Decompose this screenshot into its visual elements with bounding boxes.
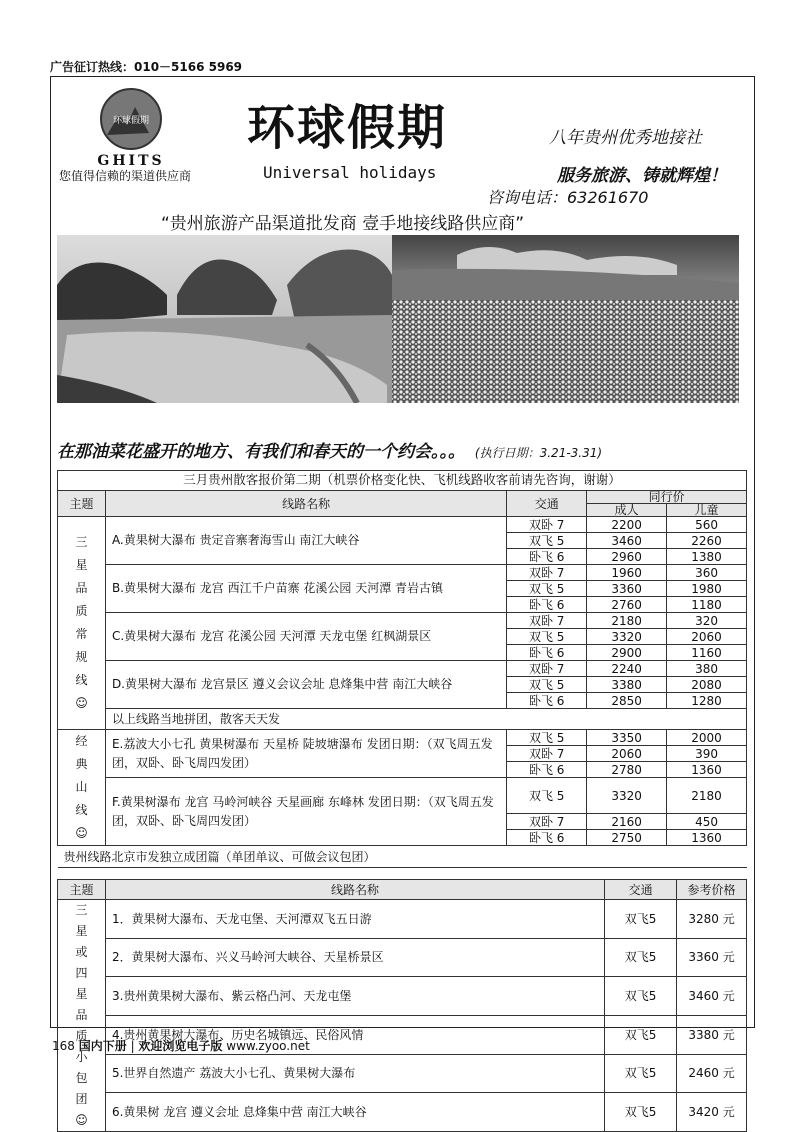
child-price: 1280 (667, 693, 747, 709)
adult-price: 3320 (587, 629, 667, 645)
adult-price: 2760 (587, 597, 667, 613)
adult-price: 2200 (587, 517, 667, 533)
logo-text: GHITS (97, 153, 165, 169)
table-row (58, 565, 747, 581)
brand-title: 环球假期 (247, 100, 448, 156)
transport-cell: 双飞5 (605, 1015, 677, 1054)
child-price: 2260 (667, 533, 747, 549)
child-price: 1980 (667, 581, 747, 597)
route-name: 3.贵州黄果树大瀑布、紫云格凸河、天龙屯堡 (105, 977, 604, 1016)
child-price: 2060 (667, 629, 747, 645)
price-cell: 3460 元 (677, 977, 747, 1016)
child-price: 1160 (667, 645, 747, 661)
table-row (58, 846, 747, 868)
price-table-scattered (57, 470, 747, 868)
route-name: 1．黄果树大瀑布、天龙屯堡、天河潭双飞五日游 (105, 900, 604, 939)
invite-text: 在那油菜花盛开的地方、有我们和春天的一个约会。。。 (57, 442, 465, 462)
transport-cell: 双飞 5 (507, 778, 587, 814)
transport-cell: 双卧 7 (507, 746, 587, 762)
transport-cell: 双飞 5 (507, 629, 587, 645)
footer-site-label: 欢迎浏览电子版 (138, 1039, 223, 1053)
invite-date: (执行日期：3.21-3.31) (474, 446, 603, 460)
table-row (58, 900, 747, 939)
child-price: 320 (667, 613, 747, 629)
price-cell: 3360 元 (677, 938, 747, 977)
page-footer: 168 国内下册 | 欢迎浏览电子版 www.zyoo.net (52, 1039, 310, 1053)
adult-price: 2900 (587, 645, 667, 661)
transport-cell: 双飞 5 (507, 533, 587, 549)
route-name: 5.世界自然遗产 荔波大小七孔、黄果树大瀑布 (105, 1054, 604, 1093)
ad-hotline: 广告征订热线：010－5166 5969 (50, 60, 243, 74)
table-row (58, 977, 747, 1016)
child-price: 1380 (667, 549, 747, 565)
col-adult: 成人 (587, 504, 667, 517)
route-name: E.荔波大小七孔 黄果树瀑布 天星桥 陡坡塘瀑布 发团日期：（双飞周五发团，双卧、卧飞周四发团） (105, 730, 506, 778)
child-price: 560 (667, 517, 747, 533)
table-row (58, 517, 747, 533)
footer-url[interactable]: www.zyoo.net (226, 1039, 310, 1053)
price-table-small-groups (57, 879, 747, 1132)
child-price: 390 (667, 746, 747, 762)
adult-price: 3380 (587, 677, 667, 693)
col-route: 线路名称 (105, 880, 604, 900)
adult-price: 1960 (587, 565, 667, 581)
adult-price: 3350 (587, 730, 667, 746)
transport-cell: 双卧 7 (507, 565, 587, 581)
route-name: F.黄果树瀑布 龙宫 马岭河峡谷 天星画廊 东峰林 发团日期：（双飞周五发团，双卧、卧飞周四发团） (105, 778, 506, 846)
adult-price: 2160 (587, 814, 667, 830)
child-price: 360 (667, 565, 747, 581)
transport-cell: 双卧 7 (507, 613, 587, 629)
transport-cell: 双飞5 (605, 900, 677, 939)
col-child: 儿童 (667, 504, 747, 517)
route-name: 2．黄果树大瀑布、兴义马岭河大峡谷、天星桥景区 (105, 938, 604, 977)
transport-cell: 双飞5 (605, 1093, 677, 1132)
invite-banner (57, 437, 602, 462)
footer-section: 国内下册 (78, 1039, 127, 1053)
col-theme: 主题 (58, 880, 106, 900)
karst-photo (57, 235, 392, 403)
price-cell: 3280 元 (677, 900, 747, 939)
adult-price: 2780 (587, 762, 667, 778)
child-price: 2180 (667, 778, 747, 814)
col-peer-price: 同行价 (587, 491, 747, 504)
table1-title: 三月贵州散客报价第二期（机票价格变化快、飞机线路收客前请先咨询，谢谢） (58, 471, 747, 491)
adult-price: 2060 (587, 746, 667, 762)
adult-price: 3460 (587, 533, 667, 549)
col-theme: 主题 (58, 491, 106, 517)
transport-cell: 双飞 5 (507, 677, 587, 693)
adult-price: 2750 (587, 830, 667, 846)
transport-cell: 双卧 7 (507, 517, 587, 533)
table-row (58, 1093, 747, 1132)
adult-price: 2240 (587, 661, 667, 677)
transport-cell: 双飞5 (605, 1054, 677, 1093)
logo-inner-text: 环球假期 (112, 116, 150, 126)
transport-cell: 卧飞 6 (507, 645, 587, 661)
route-name: 6.黄果树 龙宫 遵义会址 息烽集中营 南江大峡谷 (105, 1093, 604, 1132)
consult-phone: 咨询电话：63261670 (487, 188, 649, 207)
ghits-logo (89, 85, 173, 169)
table-row (58, 709, 747, 730)
transport-cell: 卧飞 6 (507, 693, 587, 709)
adult-price: 3320 (587, 778, 667, 814)
transport-cell: 双飞 5 (507, 581, 587, 597)
transport-cell: 卧飞 6 (507, 762, 587, 778)
transport-cell: 双飞 5 (507, 730, 587, 746)
col-price: 参考价格 (677, 880, 747, 900)
transport-cell: 双卧 7 (507, 814, 587, 830)
slogan-left: 您值得信赖的渠道供应商 (59, 169, 192, 183)
brand-english: Universal holidays (263, 163, 437, 182)
transport-cell: 卧飞 6 (507, 597, 587, 613)
route-name: B.黄果树大瀑布 龙宫 西江千户苗寨 花溪公园 天河潭 青岩古镇 (105, 565, 506, 613)
route-name: D.黄果树大瀑布 龙宫景区 遵义会议会址 息烽集中营 南江大峡谷 (105, 661, 506, 709)
route-name: A.黄果树大瀑布 贵定音寨奢海雪山 南江大峡谷 (105, 517, 506, 565)
group2-theme: 经 典 山 线 ☺ (58, 730, 106, 846)
table-row (58, 613, 747, 629)
scenery-photos (57, 235, 739, 403)
headline: “贵州旅游产品渠道批发商 壹手地接线路供应商” (161, 214, 525, 234)
note-daily: 以上线路当地拼团，散客天天发 (105, 709, 746, 730)
transport-cell: 双飞5 (605, 977, 677, 1016)
price-cell: 2460 元 (677, 1054, 747, 1093)
child-price: 2000 (667, 730, 747, 746)
col-route: 线路名称 (105, 491, 506, 517)
note-independent-groups: 贵州线路北京市发独立成团篇（单团单议、可做会议包团） (58, 846, 747, 868)
child-price: 450 (667, 814, 747, 830)
group-theme: 三 星 或 四 星 品 质 小 包 团 ☺ (58, 900, 106, 1132)
transport-cell: 卧飞 6 (507, 830, 587, 846)
route-name: C.黄果树大瀑布 龙宫 花溪公园 天河潭 天龙屯堡 红枫湖景区 (105, 613, 506, 661)
table-row (58, 1054, 747, 1093)
adult-price: 2850 (587, 693, 667, 709)
transport-cell: 双飞5 (605, 938, 677, 977)
adult-price: 2960 (587, 549, 667, 565)
group1-theme: 三 星 品 质 常 规 线 ☺ (58, 517, 106, 730)
price-cell: 3420 元 (677, 1093, 747, 1132)
table-row (58, 778, 747, 814)
child-price: 380 (667, 661, 747, 677)
adult-price: 2180 (587, 613, 667, 629)
col-transport: 交通 (507, 491, 587, 517)
page-number: 168 (52, 1039, 75, 1053)
rapeseed-photo (392, 235, 739, 403)
child-price: 1360 (667, 762, 747, 778)
table-row (58, 938, 747, 977)
child-price: 1360 (667, 830, 747, 846)
tagline-service: 服务旅游、铸就辉煌！ (557, 166, 727, 186)
route-name: 4.贵州黄果树大瀑布、历史名城镇远、民俗风情 (105, 1015, 604, 1054)
price-cell: 3380 元 (677, 1015, 747, 1054)
transport-cell: 卧飞 6 (507, 549, 587, 565)
table-row (58, 730, 747, 746)
table-row (58, 661, 747, 677)
adult-price: 3360 (587, 581, 667, 597)
tagline-years: 八年贵州优秀地接社 (549, 128, 702, 148)
child-price: 2080 (667, 677, 747, 693)
col-transport: 交通 (605, 880, 677, 900)
transport-cell: 双卧 7 (507, 661, 587, 677)
child-price: 1180 (667, 597, 747, 613)
